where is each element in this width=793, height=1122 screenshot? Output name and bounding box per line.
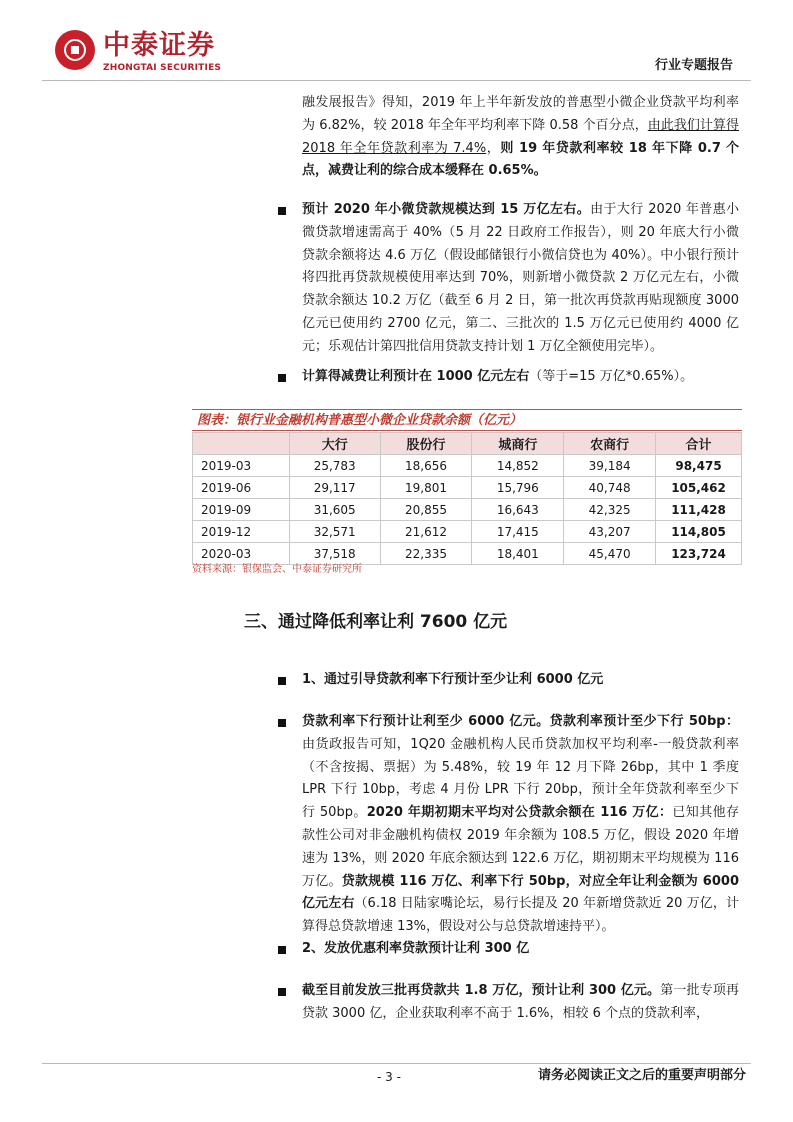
table-caption-top-rule xyxy=(192,409,742,410)
table-cell: 14,852 xyxy=(472,455,564,477)
table-cell: 2019-03 xyxy=(193,455,290,477)
table-cell-total: 114,805 xyxy=(656,521,742,543)
section-title: 三、通过降低利率让利 7600 亿元 xyxy=(244,612,508,632)
table-cell-total: 111,428 xyxy=(656,499,742,521)
subheading-rate-cut: 1、通过引导贷款利率下行预计至少让利 6000 亿元 xyxy=(302,672,604,687)
table-cell: 2019-06 xyxy=(193,477,290,499)
page-number: - 3 - xyxy=(377,1070,401,1084)
table-header-cell: 股份行 xyxy=(380,433,472,455)
header-divider xyxy=(42,80,751,81)
table-caption-bottom-rule xyxy=(192,430,742,431)
table-cell-total: 123,724 xyxy=(656,543,742,565)
table-cell: 2019-09 xyxy=(193,499,290,521)
table-row xyxy=(193,521,742,543)
table-cell: 19,801 xyxy=(380,477,472,499)
table-cell: 21,612 xyxy=(380,521,472,543)
table-caption: 图表：银行业金融机构普惠型小微企业贷款余额（亿元） xyxy=(197,413,523,428)
table-header-cell: 农商行 xyxy=(564,433,656,455)
table-cell: 2019-12 xyxy=(193,521,290,543)
table-header-cell xyxy=(193,433,290,455)
bullet-icon xyxy=(278,374,286,382)
table-cell-total: 98,475 xyxy=(656,455,742,477)
table-cell: 32,571 xyxy=(289,521,380,543)
table-row xyxy=(193,455,742,477)
paragraph-continuation: 融发展报告》得知，2019 年上半年新发放的普惠型小微企业贷款平均利率为 6.82%，较 2018 年全年平均利率下降 0.58 个百分点，由此我们计算得 2018 年全年贷款利率为 7.4%，则 19 年贷款利率较 18 年下降 0.7 个点，减费让利的综合成本缓释在 0.65%。 xyxy=(302,95,739,179)
footer-divider xyxy=(42,1063,751,1064)
loan-balance-table xyxy=(192,432,742,565)
paragraph-fee-reduction: 计算得减费让利预计在 1000 亿元左右（等于=15 万亿*0.65%）。 xyxy=(302,369,694,384)
table-header-cell: 城商行 xyxy=(472,433,564,455)
table-cell-total: 105,462 xyxy=(656,477,742,499)
paragraph-rate-cut-detail: 贷款利率下行预计让利至少 6000 亿元。贷款利率预计至少下行 50bp：由货政报告可知，1Q20 金融机构人民币贷款加权平均利率-一般贷款利率（不含按揭、票据）为 5.48%，较 19 年 12 月下降 26bp，其中 1 季度 LPR 下行 10bp，考虑 4 月份 LPR 下行 20bp，预计全年贷款利率至少下行 50bp。2020 年期初期末平均对公贷款余额在 116 万亿：已知其他存款性公司对非金融机构债权 2019 年余额为 108.5 万亿，假设 2020 年增速为 13%，则 2020 年底余额达到 122.6 万亿，期初期末平均规模为 116 万亿。贷款规模 116 万亿、利率下行 50bp，对应全年让利金额为 6000 亿元左右（6.18 日陆家嘴论坛，易行长提及 20 年新增贷款近 20 万亿，计算得总贷款增速 13%，假设对公与总贷款增速持平）。 xyxy=(302,714,739,935)
table-cell: 37,518 xyxy=(289,543,380,565)
paragraph-small-loan-scale: 预计 2020 年小微贷款规模达到 15 万亿左右。由于大行 2020 年普惠小微贷款增速需高于 40%（5 月 22 日政府工作报告），则 20 年底大行小微贷款余额将达 4.6 万亿（假设邮储银行小微信贷也为 40%）。中小银行预计将四批再贷款规模使用率达到 70%，则新增小微贷款 2 万亿元左右，小微贷款余额达 10.2 万亿（截至 6 月 2 日，第一批次再贷款再贴现额度 3000 亿元已使用约 2700 亿元，第二、三批次的 1.5 万亿元已使用约 4000 亿元；乐观估计第四批信用贷款支持计划 1 万亿全额使用完毕）。 xyxy=(302,202,739,354)
bullet-icon xyxy=(278,988,286,996)
table-cell: 43,207 xyxy=(564,521,656,543)
table-cell: 18,656 xyxy=(380,455,472,477)
table-row xyxy=(193,477,742,499)
table-cell: 25,783 xyxy=(289,455,380,477)
table-cell: 39,184 xyxy=(564,455,656,477)
table-cell: 16,643 xyxy=(472,499,564,521)
brand-name-english: ZHONGTAI SECURITIES xyxy=(103,63,222,73)
bullet-icon xyxy=(278,946,286,954)
table-cell: 22,335 xyxy=(380,543,472,565)
table-cell: 29,117 xyxy=(289,477,380,499)
bullet-icon xyxy=(278,207,286,215)
table-cell: 40,748 xyxy=(564,477,656,499)
table-row xyxy=(193,543,742,565)
table-header-cell: 大行 xyxy=(289,433,380,455)
table-source-note: 资料来源：银保监会、中泰证券研究所 xyxy=(192,564,362,575)
table-cell: 17,415 xyxy=(472,521,564,543)
bullet-icon xyxy=(278,677,286,685)
table-cell: 20,855 xyxy=(380,499,472,521)
table-row xyxy=(193,499,742,521)
table-cell: 15,796 xyxy=(472,477,564,499)
table-cell: 31,605 xyxy=(289,499,380,521)
table-header-row xyxy=(193,433,742,455)
company-logo-icon xyxy=(55,30,95,70)
footer-disclaimer: 请务必阅读正文之后的重要声明部分 xyxy=(537,1068,746,1083)
table-cell: 2020-03 xyxy=(193,543,290,565)
subheading-preferential-loans: 2、发放优惠利率贷款预计让利 300 亿 xyxy=(302,941,530,956)
table-cell: 18,401 xyxy=(472,543,564,565)
table-cell: 42,325 xyxy=(564,499,656,521)
brand-name: 中泰证券 xyxy=(103,30,215,61)
paragraph-relending: 截至目前发放三批再贷款共 1.8 万亿，预计让利 300 亿元。第一批专项再贷款 3000 亿，企业获取利率不高于 1.6%，相较 6 个点的贷款利率， xyxy=(302,983,739,1021)
table-cell: 45,470 xyxy=(564,543,656,565)
table-header-cell: 合计 xyxy=(656,433,742,455)
bullet-icon xyxy=(278,719,286,727)
report-type-label: 行业专题报告 xyxy=(654,58,733,73)
